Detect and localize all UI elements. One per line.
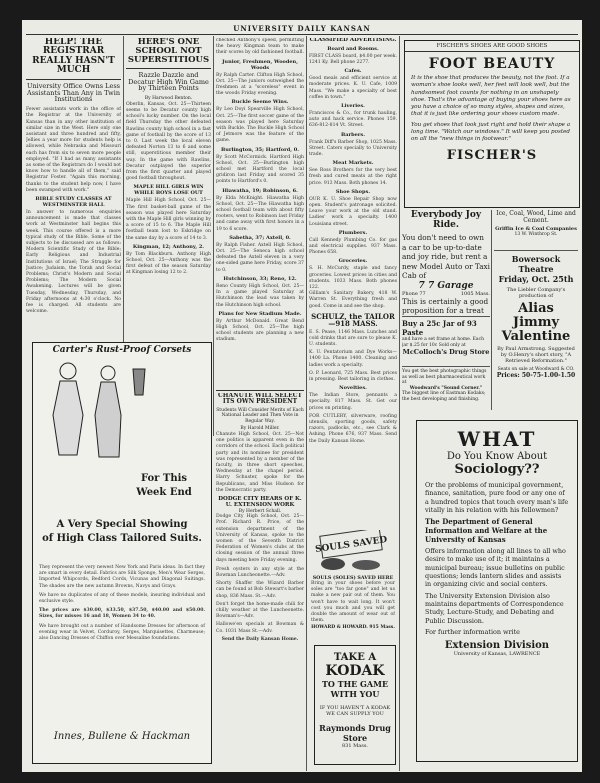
bowersock-title1: Alias [518,301,554,316]
masthead-rule [26,34,578,35]
classified-section-body: S. H. McCurdy, staple and fancy groceries. Lowest prices in cities and students. 1033 Mass. Both phones 122. [309,266,397,291]
sociology-sign1: Extension Division [444,640,550,652]
ad-send-home: Send the Daily Kansan Home. [221,636,299,642]
body-kingman: By Tom Blackburn. Anthony High School, Oct. 25—Anthony was the first defeat of the season Saturday at Kingman losing 12 to 2. [126,251,211,276]
classified-section-title: Plumbers. [338,229,368,236]
ad-barber: Shorty Shaffer the Wizard Barber can be found at Bob Stewart's barber shop, 836 Mass. St.—Adv. [216,581,304,599]
classified-item: E. S. Pease, 1146 Mass. Lunches and cold drinks that are sure to please K. U. students. [309,329,397,347]
ad-fischers [404,40,580,208]
body-chanute: Chanute High School, Oct. 25—Not one politics is apparent even in the corridors of the school. Each political party and its nominee for president was represented by a member of the faculty, in three short speeches, Wednesday at the chapel period. Harry Schuster, spoke for the Republicans, and Miss Hudson for the Democratic party. [216,431,304,493]
joy-ride-brand: 7 7 Garage [418,280,474,291]
byline-benton: By Harwood Benton. [144,96,193,102]
body-stadium: By Arthur McDonald. Great Bend High School, Oct. 25—The high school students are planning a new stadium. [216,318,304,343]
headline-burlington: Burlington, 35; Hartford, 0. [221,146,299,153]
fischers-headline: FOOT BEAUTY [428,56,556,72]
ice-line1: Ice, Coal, Wood, Lime and Cement. [496,210,576,224]
carters-signature: Innes, Bullene & Hackman [53,731,191,742]
column-divider [213,36,214,436]
ad-halloween: Hallowe'en specials at Bowman & Co. 1031 Mass St.—Adv. [216,622,304,634]
sociology-body3: Offers information along all lines to all who desire to make use of it; it maintains a municipal bureau; issue bulletins on public questions; lends lantern slides and assists in organizing civic and social centers. [425,547,566,589]
classified-section-body: Franciscos & Co., for trunk hauling, auto and hack service. Phones 159. 636-812-814 Vt. Street. [309,110,397,129]
classified-section-title: Barbers. [341,131,365,138]
souls-sign-text: SOULS SAVED [314,534,388,555]
column-divider [491,210,492,410]
carters-body2: We have no duplicates of any of these models, insuring individual and exclusive style. [39,592,205,605]
body-burlington: By Scott McCormick. Hartford High School, Oct. 25—Burlington high school met Hartford the local gridiron last Friday and scored 35 points to Hartford's 0. [216,154,304,185]
novelties-body: The Indian Store, pennants a specialty. 817 Mass. St. Get our prices on printing. [309,393,397,411]
ice-addr: 13 W. Winthrop St. [514,232,558,237]
classified-section-body: FIRST CLASS board, $4.00 per week. 1241 Ky. Bell phone 2277. [309,53,397,65]
classified-section-body: Call Kennedy Plumbing Co. for gas and electrical supplies. 937 Mass. Phones 658. [309,237,397,256]
souls-footer: HOWARD & HOWARD. 915 Mass. [311,625,395,631]
newspaper-page [22,20,582,772]
joy-ride-phone: Phone 77 [402,290,426,297]
headline-hutchinson: Hutchinson, 33; Reno, 12. [223,275,297,282]
bowersock-by: By Paul Armstrong. Suggested by O.Henry's short story, "A Retrieved Reformation." [497,346,575,364]
carters-line1: For This [140,473,188,484]
classified-list [309,46,397,310]
woodwards-store: Woodward's "Sound Corner." [409,385,483,391]
carters-body4: We have brought out a number of Handsome Dresses for afternoon of evening wear in Velvet, Corduroy, Serges, Marquisettes, Charmeuse; also Dancing Dresses of Chiffon over Messaline foundations. [39,623,205,642]
body-junior-freshmen: By Ralph Carter. Clifton High School, Oct. 25—The juniors outweighed the freshmen at a "scoreless" event in the woods Friday evening. [216,72,304,97]
classified-section-title: Board and Rooms. [327,45,379,52]
body-hiawatha: By Elda McKnight. Hiawatha High School, Oct. 25—The Hiawatha high school football team with about fifty rooters, went to Robinson last Friday and came away with first honors in a 19 to 6 score. [216,195,304,232]
sociology-headline3: Sociology?? [454,462,540,477]
headline-sabetha: Sabetha, 37; Axtell, 0. [229,234,291,241]
masthead: UNIVERSITY DAILY KANSAN [233,24,371,33]
sociology-sign2: University of Kansas, LAWRENCE [453,651,541,658]
classified-section-body: Gilliam's Sanitary Bakery, 418 W. Warren St. Everything fresh and good. Come in and see the shop. [309,291,397,309]
classified-section-body: OUR K. U. Shoe Repair Shop now open. Student's patronage solicited. Leave your work at the old stand. Ladies' work a specialty. 1400 Louisiana street. [309,196,397,227]
classified-section-title: Shoe Shops. [335,188,371,195]
headline-registrar: HELP! THE REGISTRAR REALLY HASN'T MUCH [32,38,115,76]
byline-schall: By Herbert Schall. [238,508,282,514]
woodwards-body2: The biggest line of Eastman Kodaks; the best developing and finishing. [402,391,486,402]
ad-ice-coal [494,210,578,250]
subhead-superstitious: Razzle Dazzle and Decatur High Win Game by Thirteen Points [128,70,209,93]
classified-header: CLASSIFIED ADVERTISING. [309,38,397,43]
byline-miller: By Harold Miller. [240,426,280,432]
ad-woodwards [402,366,490,419]
classified-item: O. P. Leonard, 725 Mass. Best prices in pressing. Best tailoring in clothes. [309,370,397,382]
carters-logo: Carter's Rust-Proof Corsets [52,345,192,355]
ice-company: Griffin Ice & Coal Companies [495,226,577,232]
bowersock-company: The Liebler Company's production of [506,287,566,299]
sociology-headline2: Do You Know About [446,451,548,462]
classified-section-title: Meat Markets. [332,160,374,167]
body-sabetha: By Ralph Fisher. Axtell High School, Oct. 25—The Seneca high school defeated the Axtell eleven in a very one-sided game here Friday, score 37 to 0. [216,242,304,273]
classified-section-body: See Ross Brothers for the very best fresh and cured meats at the right price. 913 Mass. Both phones 14. [309,168,397,186]
kodak-store: Raymonds Drug Store [319,723,391,743]
headline-bible-study: BIBLE STUDY CLASSES AT WESTMINSTER HALL [35,196,112,209]
body-dodge-city: Dodge City High School, Oct. 25—Prof. Richard R. Price, of the extension department of the University of Kansas, spoke to the women of the Seventh District Federation of Women's clubs at the closing session of the annual three days meeting here Friday evening. [216,514,304,563]
joy-ride-body2: This is certainly a good proposition for a treat [402,296,489,315]
kodak-line3: TO THE GAME [321,679,389,689]
bowersock-title3: Valentine [501,329,571,344]
souls-saved-illustration [311,530,395,572]
headline-maple-hill: MAPLE HILL GIRLS WIN WHILE BOYS LOSE OUT [133,184,204,197]
ad-kodak [314,645,396,765]
carters-body3: The prices are $30.00, $33.50, $37.50, $40.00 and $50.00. Sizes, for misses 16 and 18, Women 34 to 40. [39,608,205,620]
headline-dodge-city: DODGE CITY HEARS OF K. U. EXTENSION WORK [218,496,302,508]
carters-line3: A Very Special Showing [56,519,188,530]
intro-anthony: checked Anthony's speed, permitting the heavy Kingman team to make their scores by old fashioned football. [216,38,304,56]
bowersock-headline: Bowersock Theatre [511,254,561,274]
carters-line2: Week End [136,487,192,498]
kodak-line5: IF YOU HAVEN'T A KODAK [319,705,391,711]
paste-store: McColloch's Drug Store [402,348,490,357]
ad-cutlery: FOR CUTLERY, silverware, roofing utensils, sporting goods, safety razors, padlocks, etc., see Clark & Ashing. Phone 676, 937 Mass. Send the Daily Kansan Home. [309,413,397,444]
ad-chili: Don't forget the home-made chili for chilly weather at the Luncheonette. Bowman's—Adv. [216,601,304,620]
ad-schulz-tailor: SCHULZ, the TAILOR—918 MASS. [311,311,395,329]
ad-bowersock [494,250,578,411]
headline-stadium: Plans for New Stadium Made. [218,310,302,317]
classified-item: K. U. Pentatorium and Dye Works—1400 La. Phone 1400. Cleaning and ladies work a specialty. [309,350,397,368]
carters-line4: of High Class Tailored Suits. [42,533,202,544]
headline-kingman: Kingman, 12; Anthony, 2. [132,243,205,250]
kodak-address: 831 Mass. [342,743,368,749]
sociology-headline1: WHAT [457,427,537,451]
column-divider [306,36,307,771]
kodak-line4: WITH YOU [330,689,380,699]
novelties-title: Novelties. [339,385,367,392]
paste-headline: Buy a 25c Jar of 93 Paste [402,319,477,337]
carters-body1: They represent the very newest New York and Paris ideas. In fact they are smart in every detail. Fabrics are Silk Sponge, Men's Wear Serges, Imported Whipcords, Bedford Cords, Vicunas and Diagonal Suitings. The shades are the new autumn Browns, Navys and Grays. [39,565,205,589]
joy-ride-body: You don't need to own a car to be up-to-date and joy ride, but rent a new Model Auto or Taxi Cab of [402,233,490,280]
paste-body: and have a set frame at home. Each jar $.25 for 10c Sold only at [402,337,484,348]
fischers-body2: You get shoes that look just right and hold their shape a long time. "Watch our windows." It will keep you posted on all the "new things in footwear." [411,121,571,143]
joy-ride-addr: 1005 Mass. [460,290,490,297]
body-hutchinson: Reno County High School, Oct. 25—In a game played Saturday at Hutchinson the lead was taken by the Hutchinson high school. [216,283,304,308]
souls-body: Bring in your shoes before your soles are "too far gone" and let us make a new pair out of them. You won't have to wait long. It won't cost you much and you will get double the amount of wear out of them. [311,581,395,624]
classified-section-title: Groceries. [338,258,368,265]
bowersock-prices: Prices: 50-75-1.00-1.50 [496,372,576,379]
woodwards-body: You get the best photographic things as well as best pharmaceutical work at [402,369,487,386]
classified-more [309,330,397,384]
classified-section-title: Cafes. [344,68,362,75]
headline-junior-freshmen: Junior, Freshmen, Wooden, Woods [222,58,298,71]
classified-section-body: Frank Diff's Barber Shop, 1025 Mass. Street. Caters specially to University trade. [309,139,397,157]
sociology-body1: Or the problems of municipal government, finance, sanitation, pure food or any one of a hundred topics that touch every man's life vitally in his relation with his fellowmen? [425,481,569,514]
headline-superstitious: HERE'S ONE SCHOOL NOT SUPERSTITIOUS [127,38,210,65]
fischers-brand: FISCHER'S [446,147,538,163]
body-bible-study: In answer to numerous enquiries announcement is made that classes work at Westminster hall begins this week. This course offered is a more typical study of the Bible. Some of the subjects to be discussed are as follows: Modern Scientific Study of the Bible; Early Religious and Industrial Institutions of Israel; The Struggle for Justice; Judaism, the Torah and Social Problems; Christ's Modern and Social Problems; The Modern Social Awakening. Lectures will be given Tuesday, Wednesday, Thursday, and Friday afternoons at 4:30 o'clock. No fee is charged. All students are welcome. [26,210,121,315]
sociology-body4: The University Extension Division also maintains departments of Correspondence Study, Lecture-Study, and Debating and Public Discussion. [425,591,564,625]
article-chanute [216,393,304,769]
body-superstitious: Oberlin, Kansas, Oct. 25—Thirteen seems to be Decatur county high school's lucky number. On the local field Thursday the other defeated Rawlins county high school in a fast game of football by the score of 13 to 0. Last week the local eleven defeated Norton 13 to 6 and some still, superstitious member their way. In the game with Rawlins, Decatur outplayed the superior from the first quarter and played good football throughout. [126,101,211,182]
headline-hiawatha: Hiawatha, 19; Robinson, 6. [222,187,298,194]
bowersock-date: Friday, Oct. 25th [498,274,574,284]
headline-buckle: Buckle Seeme Wins. [231,99,289,106]
subhead-registrar: University Office Owns Less Assistants Than Any in Twin Institutions [26,81,121,104]
carters-details [39,565,205,642]
kodak-line2: KODAK [325,663,385,679]
bowersock-seats: Seats on sale at Woodward & CO. [497,367,575,372]
joy-ride-headline: Everybody Joy Ride. [410,210,482,230]
corset-illustration [33,355,211,465]
souls-title: SOULS (SOLES) SAVED HERE [312,575,394,581]
ad-sociology [416,420,578,762]
sports-roundup [216,38,304,388]
classified-section-title: Liveries. [341,102,365,109]
sociology-body2: The Department of General Information and Welfare at the University of Kansas [425,517,548,545]
body-maple-hill: Maple Hill High School, Oct. 25—The first basket-ball game of the season was played here Saturday with the Maple Hill girls winning by a score of 15 to 6. The Maple Hill football team lost to Eskridge on the same day by a score of 14 to 3. [126,198,211,241]
fischers-body: It is the shoe that produces the beauty, not the foot. If a woman's shoe looks well, her feet will look well, but the handsomest foot counts for nothing in an unshapely shoe. That's the advantage of buying your shoes here as you have a choice of so many styles, shapes and sizes, that it is just like ordering your shoes custom made. [411,75,571,118]
kodak-line6: WE CAN SUPPLY YOU [326,711,384,717]
body-buckle: By Leo Doyi Spearville High School, Oct. 25—The first soccer game of the season was played here Saturday with Buckle. The Buckle High School of Jetmore was the feature of the game. [216,107,304,144]
kodak-line1: TAKE A [333,652,377,663]
ad-oysters: Fresh oysters in any style at the Rowman Luncheonette.—Adv. [216,566,304,578]
column-divider [399,36,400,771]
article-superstitious [126,38,211,368]
ad-souls-saved [311,530,395,640]
sociology-body5: For further information write [425,627,520,636]
subhead-chanute: Students Will Consider Merits of Each National Leader and Then Vote in Regular Way. [216,407,304,424]
body-registrar: Fewer assistants work in the office of the Registrar at the University of Kansas than in any other institution of similar size in the West. Here only one assistant and three hundred and fifty, Jellies a year more for students help is allowed, while Nebraska and Missouri each has from six to seven more people employed. "If I had as many assistants as some of the Registrars do I would not know how to handle all of them," said Registrar Foster. "Again this morning, thanks to the student help now, I have been swamped with work." [26,107,121,193]
fischers-label: FISCHER'S SHOES ARE GOOD SHOES [405,41,579,52]
classified-section-body: Good meals and efficient service at moderate prices. K. U. Cafe, 1009 Mass. "We make a specialty of best coffee in town." [309,76,397,100]
article-registrar [26,38,121,368]
headline-chanute: CHANUTE WILL SELECT ITS OWN PRESIDENT [218,393,302,406]
bowersock-title2: Jimmy [512,315,560,330]
ad-innes-bullene-hackman [32,342,212,764]
